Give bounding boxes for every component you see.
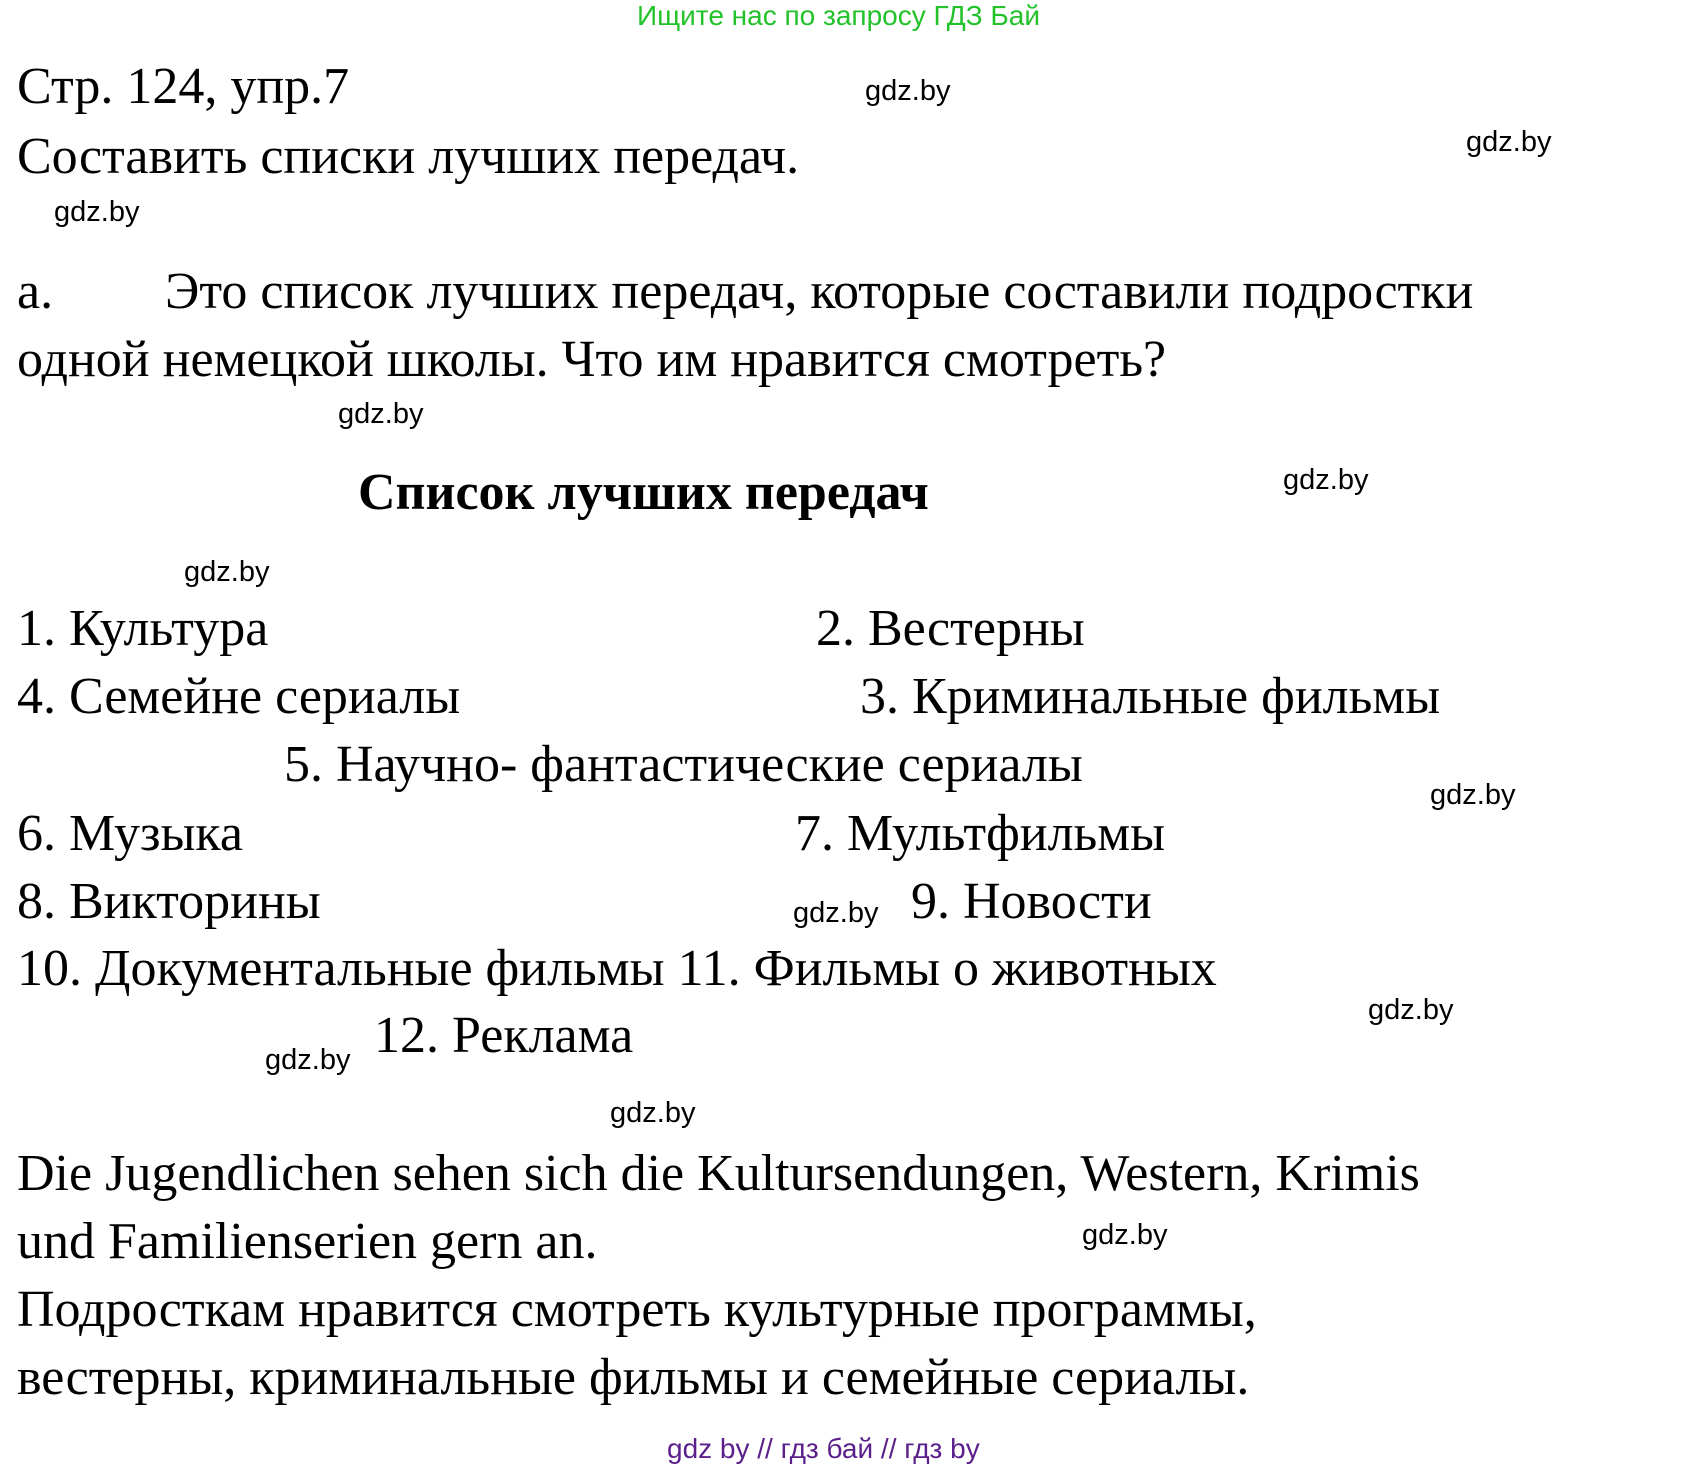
part-a-label: а. xyxy=(17,263,54,320)
watermark: gdz.by xyxy=(184,556,270,588)
list-item: 3. Криминальные фильмы xyxy=(860,668,1441,725)
list-item: 8. Викторины xyxy=(17,873,321,930)
part-a-line-1: Это список лучших передач, которые составили подростки xyxy=(165,263,1474,320)
answer-ru-line-1: Подросткам нравится смотреть культурные программы, xyxy=(17,1281,1257,1338)
answer-de-line-1: Die Jugendlichen sehen sich die Kultursendungen, Western, Krimis xyxy=(17,1145,1420,1202)
list-item: 1. Культура xyxy=(17,600,269,657)
list-item: 10. Документальные фильмы 11. Фильмы о животных xyxy=(17,940,1217,997)
watermark: gdz.by xyxy=(865,75,951,107)
watermark: gdz.by xyxy=(338,398,424,430)
watermark: gdz.by xyxy=(1368,994,1454,1026)
list-item: 9. Новости xyxy=(911,873,1152,930)
page-reference: Стр. 124, упр.7 xyxy=(17,58,350,115)
watermark: gdz.by xyxy=(1283,464,1369,496)
list-title: Список лучших передач xyxy=(358,464,929,521)
footer-links: gdz by // гдз бай // гдз by xyxy=(667,1433,980,1464)
watermark: gdz.by xyxy=(793,897,879,929)
list-item: 6. Музыка xyxy=(17,805,243,862)
list-item: 12. Реклама xyxy=(374,1007,634,1064)
answer-ru-line-2: вестерны, криминальные фильмы и семейные сериалы. xyxy=(17,1349,1250,1406)
watermark: gdz.by xyxy=(1430,779,1516,811)
list-item: 2. Вестерны xyxy=(816,600,1085,657)
list-item: 4. Семейне сериалы xyxy=(17,668,461,725)
answer-de-line-2: und Familienserien gern an. xyxy=(17,1213,598,1270)
task-title: Составить списки лучших передач. xyxy=(17,128,800,185)
watermark: gdz.by xyxy=(54,196,140,228)
watermark: gdz.by xyxy=(610,1097,696,1129)
part-a-line-2: одной немецкой школы. Что им нравится смотреть? xyxy=(17,331,1167,388)
watermark: gdz.by xyxy=(265,1044,351,1076)
list-item: 7. Мультфильмы xyxy=(795,805,1166,862)
watermark: gdz.by xyxy=(1466,126,1552,158)
list-item: 5. Научно- фантастические сериалы xyxy=(284,736,1083,793)
top-banner: Ищите нас по запросу ГДЗ Бай xyxy=(637,0,1041,31)
watermark: gdz.by xyxy=(1082,1219,1168,1251)
